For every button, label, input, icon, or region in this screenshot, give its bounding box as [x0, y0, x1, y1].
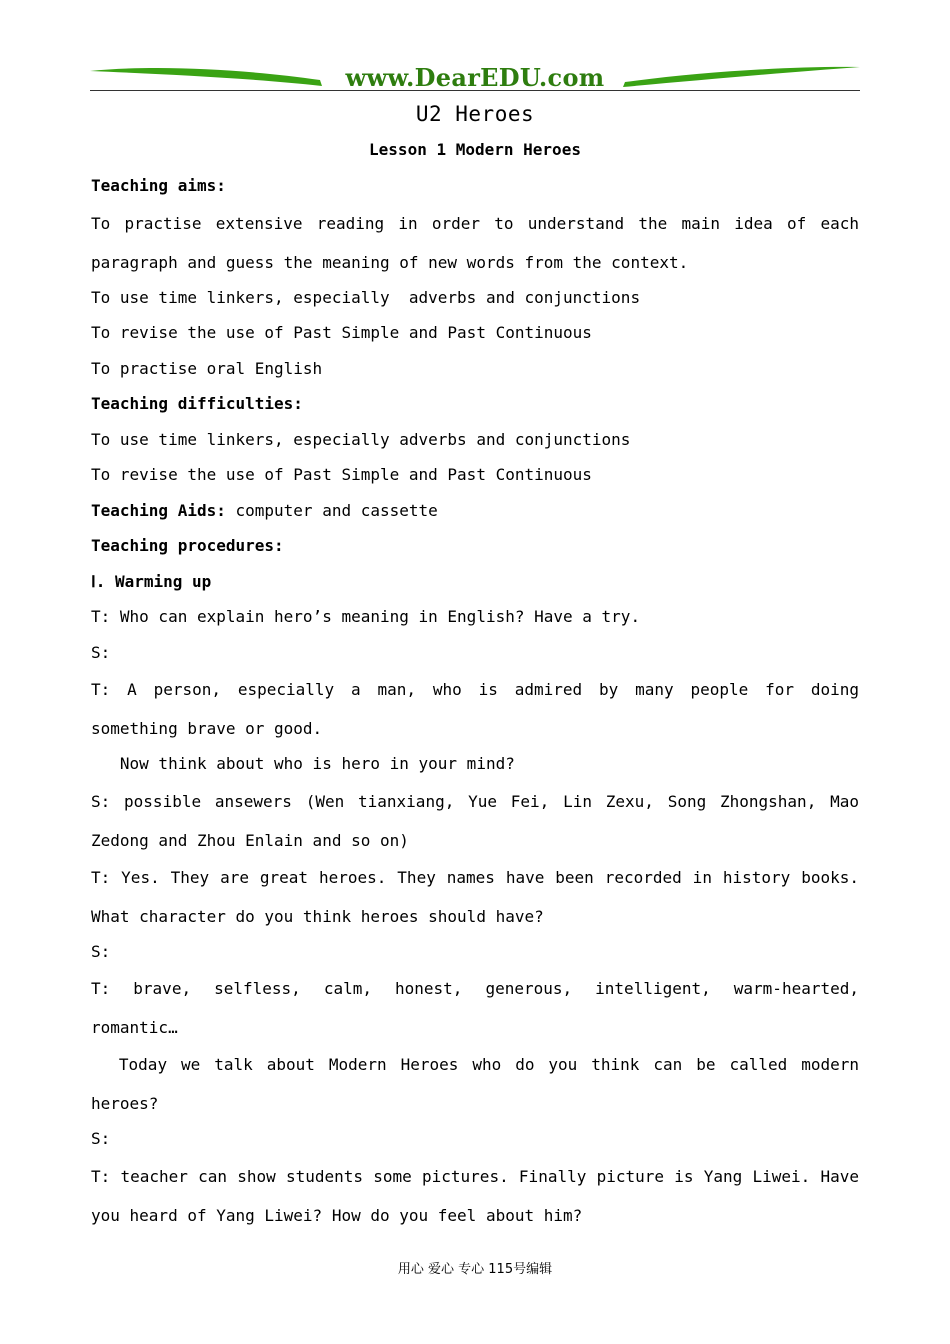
- document-title: U2 Heroes: [415, 102, 535, 126]
- lesson-content: [91, 98, 869, 1233]
- header-divider: [90, 90, 860, 91]
- dialogue-line: Today we talk about Modern Heroes who do you think can be called modern heroes?: [91, 1055, 869, 1113]
- dialogue-line: T: A person, especially a man, who is admired by many people for doing something brave or good.: [91, 680, 859, 738]
- aids-value: computer and cassette: [225, 500, 438, 520]
- dialogue-line: Now think about who is hero in your mind?: [91, 754, 515, 773]
- aim-item: To revise the use of Past Simple and Past Continuous: [91, 323, 592, 342]
- dialogue-line: S:: [91, 941, 111, 961]
- site-logo: www.DearEDU.com: [345, 63, 605, 92]
- difficulties-heading: Teaching difficulties:: [91, 394, 303, 413]
- aids-heading: Teaching Aids:: [91, 500, 226, 520]
- dialogue-line: S:: [91, 642, 111, 662]
- page-footer: 用心 爱心 专心 115号编辑: [397, 1262, 553, 1277]
- aim-item: To practise extensive reading in order to understand the main idea of each paragraph and guess the meaning of new words from the context.: [91, 213, 859, 272]
- difficulty-item: To use time linkers, especially adverbs and conjunctions: [91, 429, 631, 449]
- aim-item: To use time linkers, especially adverbs and conjunctions: [91, 287, 641, 307]
- procedures-heading: Teaching procedures:: [91, 536, 284, 555]
- dialogue-line: S:: [91, 1129, 111, 1148]
- aids-line: [91, 493, 859, 529]
- difficulty-item: To revise the use of Past Simple and Past Continuous: [91, 465, 592, 484]
- dialogue-line: T: Who can explain hero’s meaning in English? Have a try.: [91, 607, 641, 626]
- aims-heading: Teaching aims:: [91, 176, 226, 195]
- dialogue-line: T: brave, selfless, calm, honest, generous, intelligent, warm-hearted, romantic…: [91, 979, 859, 1037]
- dialogue-line: T: teacher can show students some pictures. Finally picture is Yang Liwei. Have you heard of Yang Liwei? How do you feel about him?: [91, 1166, 859, 1225]
- dialogue-line: T: Yes. They are great heroes. They names have been recorded in history books. What character do you think heroes should have?: [91, 867, 859, 926]
- dialogue-line: S: possible ansewers (Wen tianxiang, Yue Fei, Lin Zexu, Song Zhongshan, Mao Zedong and Zhou Enlain and so on): [91, 791, 859, 850]
- aim-item: To practise oral English: [91, 358, 323, 378]
- document-subtitle: Lesson 1 Modern Heroes: [369, 140, 581, 159]
- section-heading: Ⅰ. Warming up: [91, 571, 212, 591]
